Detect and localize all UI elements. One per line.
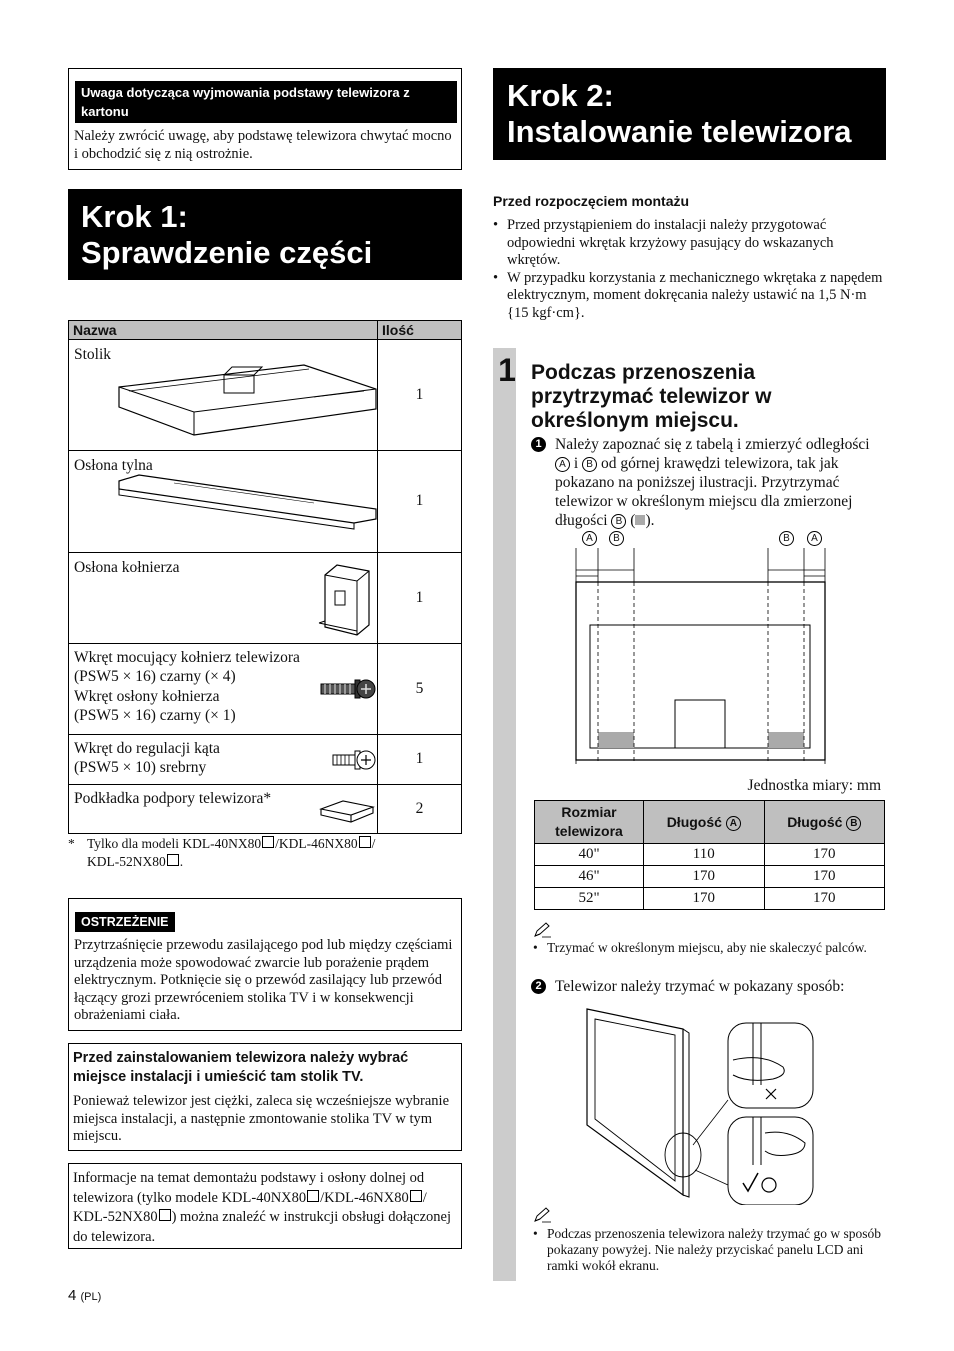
item1-text: i: [573, 455, 579, 472]
header-size: Rozmiar telewizora: [535, 801, 644, 844]
header-length-b: [764, 801, 885, 844]
length-b-cell: 170: [764, 888, 885, 910]
square-placeholder-icon: [410, 1190, 422, 1202]
substep-item1: 1 Należy zapoznać się z tabelą i zmierzyć odległości A i B od górnej krawędzi telewizora, tak jak pokazano na poniższej ilustracji. Przytrzymać telewizor w określonym miejscu dla zmierzonej długości B ( ).: [531, 435, 886, 530]
table-row: [535, 844, 885, 866]
step1-line2: Sprawdzenie części: [81, 235, 373, 270]
length-a-cell: 170: [644, 866, 765, 888]
header-name: Nazwa: [69, 321, 378, 340]
step1-line1: Krok 1:: [81, 199, 188, 234]
footnote-text: KDL-52NX80: [87, 854, 166, 869]
header-length-a-text: Długość: [666, 813, 722, 830]
list-item: • Podczas przenoszenia telewizora należy trzymać go w sposób pokazany powyżej. Nie należy przyciskać panelu LCD ani ramki wokół ekranu.: [533, 1226, 883, 1274]
placement-text: Ponieważ telewizor jest ciężki, zaleca się wcześniejsze wybranie miejsca instalacji, a następnie zmontowanie stolika TV w tym miejscu.: [73, 1093, 450, 1144]
table-row: [535, 866, 885, 888]
notice-title: Uwaga dotycząca wyjmowania podstawy telewizora z kartonu: [75, 81, 457, 123]
unit-note: Jednostka miary: mm: [747, 777, 881, 794]
part-name: Stolik: [74, 346, 112, 363]
part-name-line: (PSW5 × 10) srebrny: [74, 759, 207, 776]
part-qty: 1: [378, 734, 462, 784]
table-row: [69, 552, 462, 643]
circle-b-icon: B: [611, 514, 626, 529]
placement-box: [68, 1043, 462, 1151]
square-placeholder-icon: [262, 836, 274, 848]
step2-line1: Krok 2:: [507, 78, 614, 113]
info-box: [68, 1163, 462, 1249]
silver-screw-illustration: [331, 747, 377, 773]
step-sidebar: [493, 348, 516, 1281]
part-name-line: (PSW5 × 16) czarny (× 1): [74, 707, 236, 724]
footnote-text: /: [371, 836, 376, 851]
header-length-a: [644, 801, 765, 844]
item1-text: ).: [645, 512, 655, 529]
part-name: Osłona tylna: [74, 456, 153, 474]
notice-box: [68, 68, 462, 170]
before-title: Przed rozpoczęciem montażu: [493, 193, 690, 209]
size-cell: 46": [535, 866, 644, 888]
table-row: [69, 784, 462, 833]
tv-back-diagram: [570, 528, 832, 773]
part-name-line: (PSW5 × 16) czarny (× 4): [74, 668, 236, 685]
placement-title: Przed zainstalowaniem telewizora należy wybrać miejsce instalacji i umieścić tam stolik TV.: [73, 1050, 409, 1085]
circle-a-icon: A: [807, 531, 822, 546]
circle-a-icon: A: [555, 457, 570, 472]
list-item: • Przed przystąpieniem do instalacji należy przygotować odpowiedni wkrętak krzyżowy pasujący do wskazanych wkrętów.: [493, 217, 885, 270]
footnote: [68, 835, 462, 871]
substep-item2: [531, 977, 886, 996]
holding-tv-illustration: [583, 1005, 818, 1205]
list-item: • Trzymać w określonym miejscu, aby nie skaleczyć palców.: [533, 940, 883, 956]
gray-area-icon: [635, 515, 645, 525]
item1-text: Należy zapoznać się z tabelą i zmierzyć odległości: [555, 436, 870, 453]
page-lang: (PL): [80, 1291, 102, 1303]
header-length-b-text: Długość: [787, 813, 843, 830]
table-row: [69, 450, 462, 552]
substep-number: 1: [498, 352, 516, 388]
step-number-1-icon: 1: [531, 437, 546, 452]
footnote-text: /KDL-46NX80: [275, 836, 358, 851]
table-row: [535, 888, 885, 910]
footnote-text: Tylko dla modeli KDL-40NX80: [87, 836, 262, 851]
part-name: Podkładka podpory telewizora*: [74, 789, 272, 807]
warning-text: Przytrzaśnięcie przewodu zasilającego pod lub między częściami urządzenia może spowodować zwarcie lub porażenie prądem elektrycznym. Potknięcie się o przewód zasilający lub przewód łączący grozi przewróceniem stolika TV i w konsekwencji obrażeniami ciała.: [74, 937, 453, 1023]
collar-cover-illustration: [317, 561, 377, 639]
circle-b-icon: B: [582, 457, 597, 472]
square-placeholder-icon: [359, 836, 371, 848]
size-cell: 52": [535, 888, 644, 910]
part-name-line: Wkręt do regulacji kąta: [74, 739, 220, 757]
note2-list: [533, 1226, 883, 1274]
circle-b-icon: B: [779, 531, 794, 546]
step1-banner: [68, 189, 462, 280]
page-number: [68, 1287, 101, 1304]
square-placeholder-icon: [307, 1190, 319, 1202]
part-qty: 1: [378, 552, 462, 643]
before-list: [493, 217, 885, 322]
black-screw-illustration: [319, 676, 377, 702]
info-text: /KDL-46NX80: [320, 1189, 409, 1206]
info-text: ) można znaleźć w instrukcji obsługi dołączonej do telewizora.: [73, 1209, 452, 1245]
note-pencil-icon: [533, 922, 553, 938]
circle-a-icon: A: [726, 816, 741, 831]
tv-diagram: [570, 528, 832, 773]
size-table: [534, 800, 885, 910]
part-qty: 1: [378, 340, 462, 451]
info-text: / KDL-52NX80: [73, 1189, 427, 1225]
pad-illustration: [319, 797, 375, 825]
info-text: Informacje na temat demontażu podstawy i osłony dolnej od telewizora (tylko modele KDL-40NX80: [73, 1170, 425, 1206]
part-name-line: Wkręt osłony kołnierza: [74, 687, 220, 705]
length-b-cell: 170: [764, 866, 885, 888]
size-cell: 40": [535, 844, 644, 866]
circle-a-icon: A: [582, 531, 597, 546]
circle-b-icon: B: [846, 816, 861, 831]
warning-label: OSTRZEŻENIE: [75, 912, 175, 932]
note1-list: [533, 940, 883, 956]
stand-illustration: [114, 357, 384, 437]
length-a-cell: 170: [644, 888, 765, 910]
parts-table: [68, 320, 462, 834]
square-placeholder-icon: [167, 854, 179, 866]
part-name: Osłona kołnierza: [74, 558, 180, 576]
step-number-2-icon: 2: [531, 979, 546, 994]
footnote-marker: *: [68, 836, 75, 851]
part-qty: 2: [378, 784, 462, 833]
item1-text: od górnej krawędzi telewizora, tak jak pokazano na poniższej ilustracji. Przytrzymać telewizor w określonym miejscu dla zmierzonej długości: [555, 455, 853, 529]
square-placeholder-icon: [159, 1209, 171, 1221]
list-item: • W przypadku korzystania z mechanicznego wkrętaka z napędem elektrycznym, moment dokręcania należy ustawić na 1,5 N·m {15 kgf·cm}.: [493, 270, 885, 323]
footnote-text: .: [179, 854, 184, 869]
part-name-line: Wkręt mocujący kołnierz telewizora: [74, 648, 300, 666]
length-b-cell: 170: [764, 844, 885, 866]
page-number-value: 4: [68, 1287, 77, 1304]
warning-box: [68, 898, 462, 1031]
header-qty: Ilość: [378, 321, 462, 340]
part-qty: 5: [378, 643, 462, 734]
rear-cover-illustration: [114, 471, 384, 531]
table-row: [69, 734, 462, 784]
table-row: [69, 340, 462, 451]
circle-b-icon: B: [609, 531, 624, 546]
part-qty: 1: [378, 450, 462, 552]
step2-banner: [493, 68, 886, 160]
substep-title: Podczas przenoszenia przytrzymać telewizor w określonym miejscu.: [531, 361, 772, 432]
table-row: [69, 643, 462, 734]
step2-line2: Instalowanie telewizora: [507, 114, 852, 149]
notice-text: Należy zwrócić uwagę, aby podstawę telewizora chwytać mocno i obchodzić się z nią ostrożnie.: [74, 128, 452, 162]
note-pencil-icon: [533, 1207, 553, 1223]
length-a-cell: 110: [644, 844, 765, 866]
item2-text: Telewizor należy trzymać w pokazany sposób:: [555, 978, 845, 995]
